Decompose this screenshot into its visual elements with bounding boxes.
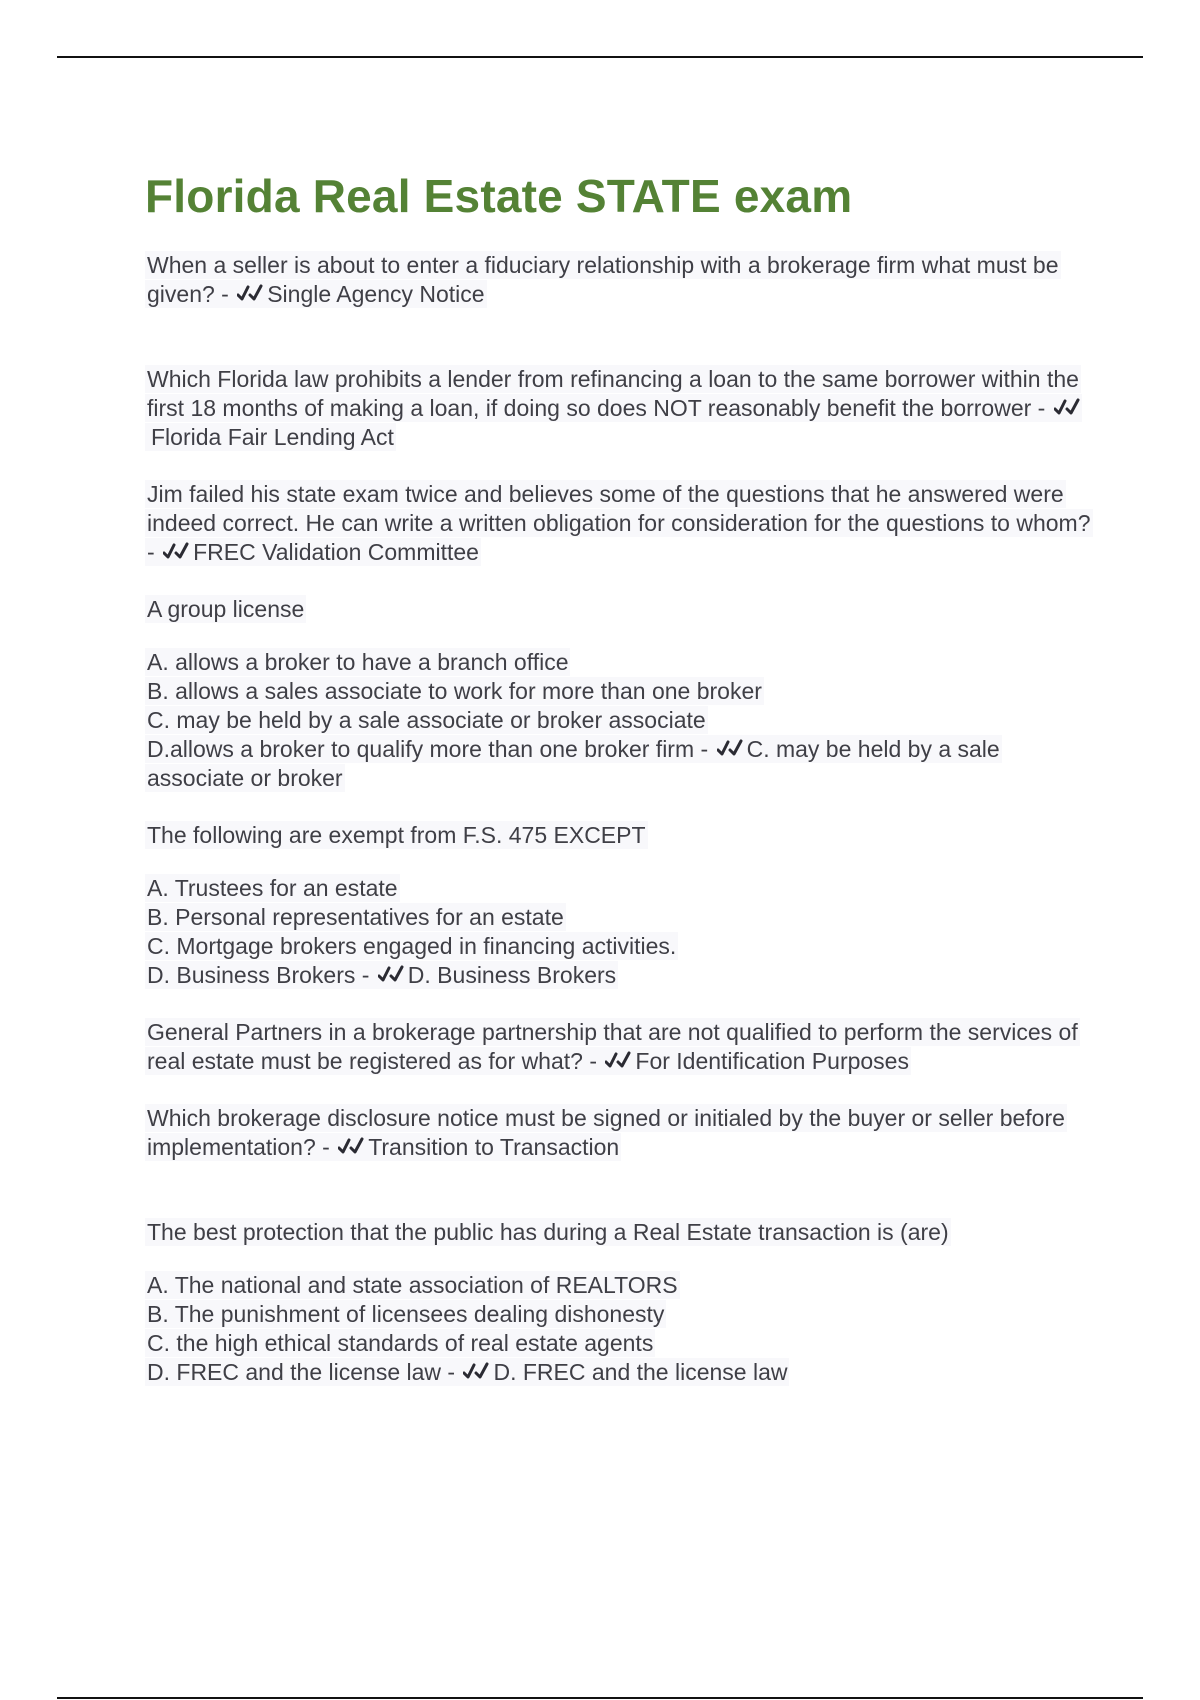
qa-item-6 xyxy=(145,1018,1095,1076)
answer-text: Transition to Transaction xyxy=(368,1133,620,1160)
double-check-icon xyxy=(717,738,743,760)
option: D. FREC and the license law - xyxy=(147,1358,456,1385)
qa-item-8 xyxy=(145,1218,1095,1387)
double-check-icon xyxy=(237,283,263,305)
option: B. The punishment of licensees dealing dishonesty xyxy=(147,1300,665,1327)
question-stem: A group license xyxy=(147,595,305,622)
question-text: Which brokerage disclosure notice must be signed or initialed by the buyer or seller before implementation? - xyxy=(147,1104,1065,1160)
answer-text: Florida Fair Lending Act xyxy=(151,423,394,450)
question-stem: The best protection that the public has during a Real Estate transaction is (are) xyxy=(147,1218,949,1245)
option: D. Business Brokers - xyxy=(147,961,370,988)
question-text: Jim failed his state exam twice and believes some of the questions that he answered were indeed correct. He can write a written obligation for consideration for the questions to whom? - xyxy=(147,480,1091,565)
double-check-icon xyxy=(163,541,189,563)
answer-text: FREC Validation Committee xyxy=(193,538,479,565)
question-text: General Partners in a brokerage partnership that are not qualified to perform the services of real estate must be registered as for what? - xyxy=(147,1018,1078,1074)
answer-text: D. Business Brokers xyxy=(407,961,617,988)
answer-text: C. may be held by a sale associate or broker xyxy=(147,735,1000,791)
answer-text: D. FREC and the license law xyxy=(493,1358,788,1385)
double-check-icon xyxy=(1054,397,1080,419)
question-stem: The following are exempt from F.S. 475 EXCEPT xyxy=(147,821,646,848)
qa-item-3 xyxy=(145,480,1095,567)
double-check-icon xyxy=(338,1136,364,1158)
option: A. Trustees for an estate xyxy=(147,874,398,901)
qa-item-1 xyxy=(145,251,1095,309)
option: A. The national and state association of REALTORS xyxy=(147,1271,678,1298)
option: C. may be held by a sale associate or broker associate xyxy=(147,706,706,733)
document-page xyxy=(145,170,1095,1387)
double-check-icon xyxy=(378,964,404,986)
option: D.allows a broker to qualify more than one broker firm - xyxy=(147,735,709,762)
option: B. allows a sales associate to work for more than one broker xyxy=(147,677,762,704)
option: A. allows a broker to have a branch office xyxy=(147,648,569,675)
bottom-rule xyxy=(57,1697,1143,1699)
answer-text: For Identification Purposes xyxy=(635,1047,909,1074)
option: B. Personal representatives for an estate xyxy=(147,903,564,930)
top-rule xyxy=(57,56,1143,58)
document-title: Florida Real Estate STATE exam xyxy=(145,170,853,222)
answer-text: Single Agency Notice xyxy=(267,280,485,307)
qa-item-5 xyxy=(145,821,1095,990)
option: C. Mortgage brokers engaged in financing activities. xyxy=(147,932,677,959)
question-text: When a seller is about to enter a fiduciary relationship with a brokerage firm what must be given? - xyxy=(147,251,1059,307)
double-check-icon xyxy=(463,1361,489,1383)
qa-item-7 xyxy=(145,1104,1095,1162)
qa-item-2 xyxy=(145,365,1095,452)
double-check-icon xyxy=(605,1050,631,1072)
qa-item-4 xyxy=(145,595,1095,793)
option: C. the high ethical standards of real estate agents xyxy=(147,1329,654,1356)
question-text: Which Florida law prohibits a lender from refinancing a loan to the same borrower within the first 18 months of making a loan, if doing so does NOT reasonably benefit the borrower - xyxy=(147,365,1079,421)
qa-list xyxy=(145,251,1095,1387)
